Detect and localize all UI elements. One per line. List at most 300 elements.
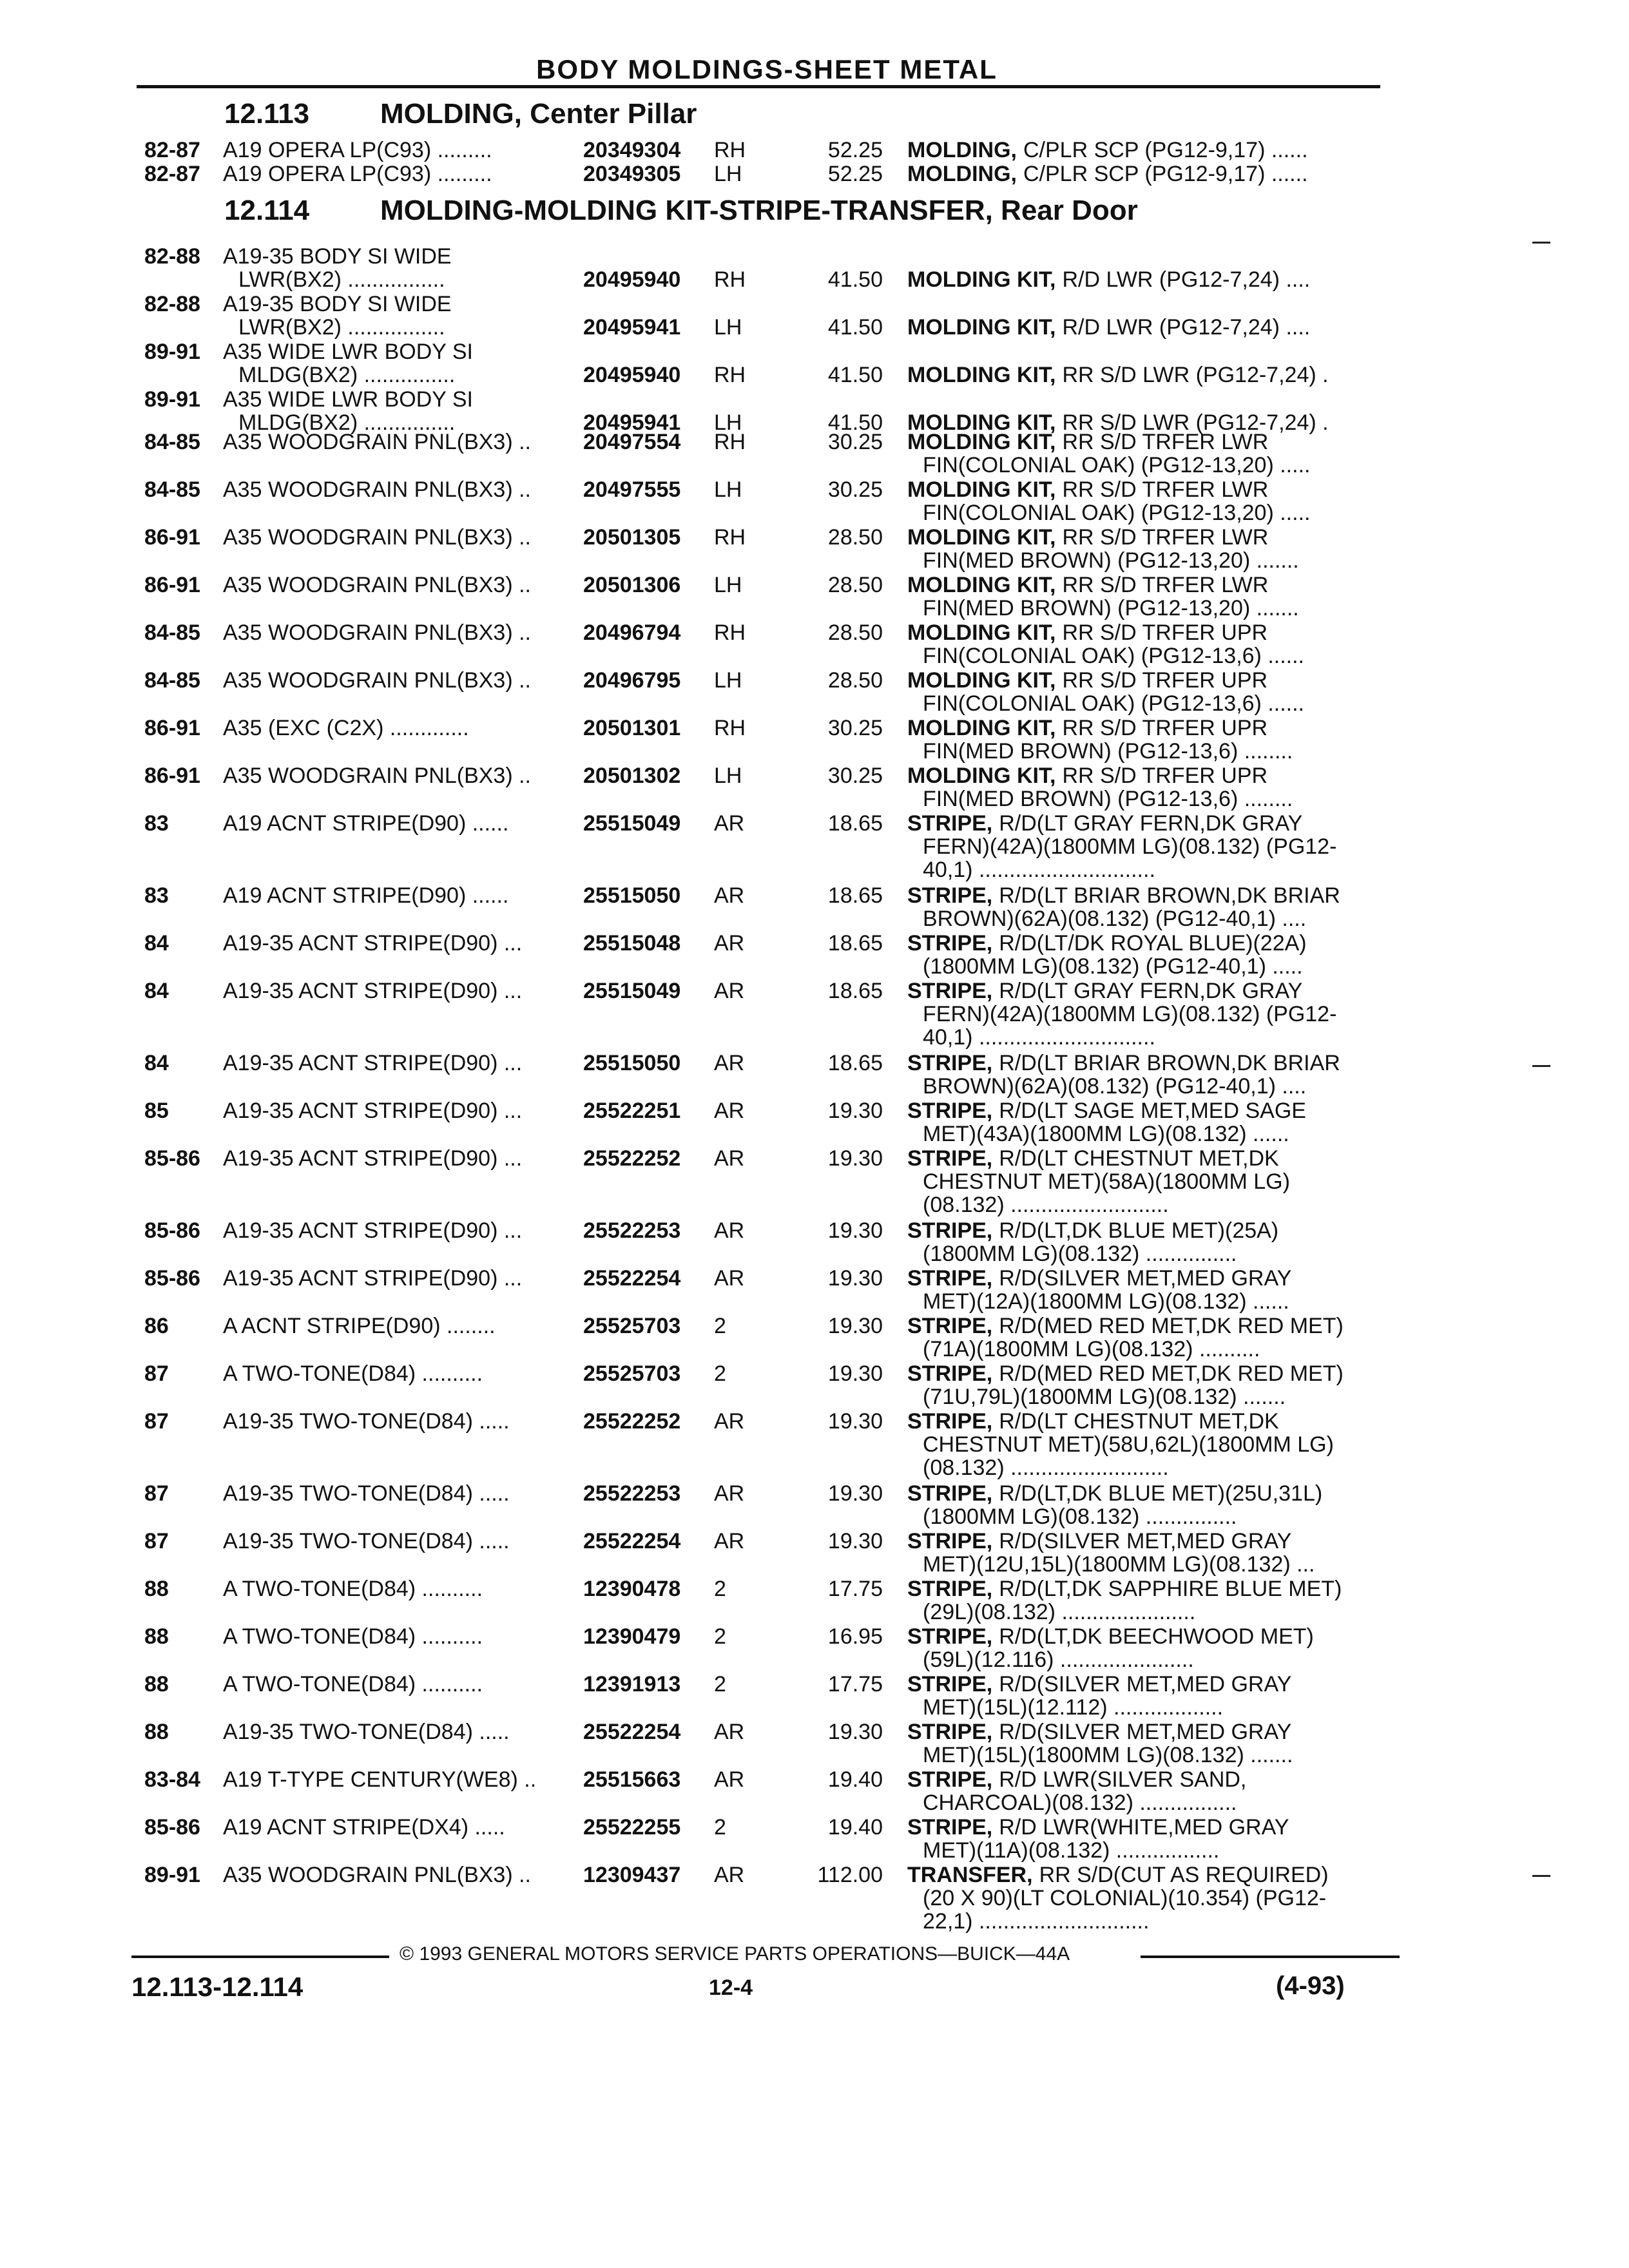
usage-description	[223, 1410, 510, 1433]
part-name-line	[907, 932, 1307, 955]
price: 30.25	[827, 477, 883, 502]
price: 17.75	[827, 1672, 883, 1696]
part-name-keyword: STRIPE,	[907, 1815, 993, 1840]
part-name-detail: R/D(LT BRIAR BROWN,DK BRIAR	[999, 1051, 1340, 1075]
part-name	[907, 764, 1293, 811]
part-name-line	[907, 363, 1329, 387]
part-name-detail: R/D(MED RED MET,DK RED MET)	[999, 1361, 1344, 1386]
usage-line: A19-35 ACNT STRIPE(D90) ...	[223, 1099, 523, 1123]
usage-line: A19-35 BODY SI WIDE	[223, 292, 452, 316]
quantity: LH	[714, 668, 742, 693]
usage-description	[223, 1099, 522, 1122]
price: 18.65	[827, 931, 883, 956]
model-years: 84-85	[144, 668, 200, 693]
price: 19.30	[827, 1266, 883, 1291]
quantity: LH	[714, 573, 742, 597]
model-years: 88	[144, 1624, 169, 1649]
part-name-detail: C/PLR SCP (PG12-9,17) ......	[1023, 138, 1308, 162]
part-name	[907, 1052, 1340, 1098]
quantity: AR	[714, 1051, 745, 1075]
part-name-line: (29L)(08.132) ......................	[923, 1600, 1196, 1624]
part-name-detail: RR S/D TRFER LWR	[1062, 573, 1269, 597]
model-years: 84	[144, 931, 169, 956]
part-name-line	[907, 812, 1336, 835]
part-name	[907, 1863, 1329, 1933]
part-name-keyword: MOLDING,	[907, 162, 1017, 186]
part-number: 20495941	[583, 315, 681, 340]
part-name-detail: R/D(LT BRIAR BROWN,DK BRIAR	[999, 883, 1340, 908]
quantity: LH	[714, 410, 742, 435]
part-name-line	[907, 139, 1308, 162]
part-name-line: FIN(MED BROWN) (PG12-13,6) ........	[923, 787, 1293, 811]
part-name-line: (20 X 90)(LT COLONIAL)(10.354) (PG12-	[923, 1886, 1327, 1910]
part-number: 25522255	[583, 1815, 681, 1840]
part-name-line	[907, 1362, 1344, 1385]
quantity: AR	[714, 883, 745, 908]
usage-line: A TWO-TONE(D84) ..........	[223, 1577, 483, 1601]
usage-line: A19-35 BODY SI WIDE	[223, 244, 452, 269]
part-name-keyword: MOLDING KIT,	[907, 363, 1056, 387]
part-name-line: CHESTNUT MET)(58A)(1800MM LG)	[923, 1169, 1290, 1194]
part-name-detail: R/D LWR (PG12-7,24) ....	[1062, 315, 1311, 340]
quantity: AR	[714, 931, 745, 956]
part-name	[907, 526, 1299, 572]
usage-description	[223, 812, 508, 835]
part-name-line: FIN(COLONIAL OAK) (PG12-13,20) .....	[923, 453, 1311, 477]
part-name-line: FIN(MED BROWN) (PG12-13,6) ........	[923, 739, 1293, 764]
model-years: 89-91	[144, 1863, 200, 1887]
part-number: 20495940	[583, 267, 681, 292]
part-name-line	[907, 573, 1299, 597]
part-number: 20501301	[583, 716, 681, 740]
quantity: 2	[714, 1815, 726, 1840]
model-years: 88	[144, 1720, 169, 1744]
part-number: 20496794	[583, 620, 681, 645]
part-number: 20495941	[583, 410, 681, 435]
part-name-line: (59L)(12.116) ......................	[923, 1648, 1194, 1672]
part-name	[907, 478, 1310, 524]
part-number: 25515663	[583, 1767, 681, 1792]
usage-line: A19-35 ACNT STRIPE(D90) ...	[223, 1146, 523, 1171]
part-name-line: (08.132) ..........................	[923, 1456, 1169, 1480]
part-name-keyword: MOLDING,	[907, 138, 1017, 162]
part-name-keyword: MOLDING KIT,	[907, 668, 1056, 693]
part-name-detail: R/D(SILVER MET,MED GRAY	[999, 1672, 1292, 1696]
usage-line: A19 ACNT STRIPE(D90) ......	[223, 811, 509, 836]
model-years: 86-91	[144, 525, 200, 550]
usage-description	[223, 764, 531, 787]
price: 28.50	[827, 668, 883, 693]
model-years: 87	[144, 1361, 169, 1386]
model-years: 85-86	[144, 1266, 200, 1291]
quantity: LH	[714, 764, 742, 788]
model-years: 89-91	[144, 387, 200, 412]
part-number: 20497554	[583, 430, 681, 454]
quantity: RH	[714, 138, 746, 162]
part-number: 25515050	[583, 1051, 681, 1075]
part-name-keyword: MOLDING KIT,	[907, 267, 1056, 292]
part-name-line	[907, 1720, 1293, 1744]
section-number: 12.113	[224, 98, 310, 130]
part-name	[907, 1147, 1290, 1216]
part-name	[907, 1267, 1291, 1313]
usage-description	[223, 293, 452, 339]
part-number: 12309437	[583, 1863, 681, 1887]
part-number: 25522254	[583, 1266, 681, 1291]
price: 16.95	[827, 1624, 883, 1649]
quantity: 2	[714, 1624, 726, 1649]
part-name	[907, 363, 1329, 387]
part-name-detail: RR S/D LWR (PG12-7,24) .	[1062, 363, 1329, 387]
usage-description	[223, 1530, 510, 1553]
part-name-detail: RR S/D TRFER LWR	[1062, 430, 1269, 454]
part-number: 25522254	[583, 1720, 681, 1744]
price: 41.50	[827, 315, 883, 340]
usage-line: A19-35 ACNT STRIPE(D90) ...	[223, 1051, 523, 1075]
usage-description	[223, 979, 522, 1003]
price: 41.50	[827, 410, 883, 435]
part-name-keyword: STRIPE,	[907, 1314, 993, 1338]
part-name-detail: RR S/D TRFER UPR	[1062, 668, 1268, 693]
part-name-line: FERN)(42A)(1800MM LG)(08.132) (PG12-	[923, 1002, 1337, 1026]
part-name-detail: RR S/D TRFER UPR	[1062, 764, 1268, 788]
part-name-keyword: STRIPE,	[907, 1672, 993, 1696]
part-name-line: BROWN)(62A)(08.132) (PG12-40,1) ....	[923, 907, 1307, 931]
usage-line: A35 WOODGRAIN PNL(BX3) ..	[223, 1863, 531, 1887]
usage-line: A TWO-TONE(D84) ..........	[223, 1624, 483, 1649]
part-name-line	[907, 526, 1299, 549]
part-name-keyword: STRIPE,	[907, 1051, 993, 1075]
part-number: 20349304	[583, 138, 681, 162]
model-years: 85-86	[144, 1146, 200, 1171]
part-name-keyword: MOLDING KIT,	[907, 315, 1056, 340]
part-name-line: MET)(12U,15L)(1800MM LG)(08.132) ...	[923, 1552, 1315, 1577]
part-name-keyword: STRIPE,	[907, 1099, 993, 1123]
part-name-line	[907, 1219, 1278, 1242]
part-name-line	[907, 316, 1310, 339]
price: 52.25	[827, 162, 883, 186]
part-name-line: FIN(MED BROWN) (PG12-13,20) .......	[923, 548, 1299, 573]
part-name	[907, 669, 1304, 715]
model-years: 84	[144, 979, 169, 1003]
part-number: 25515049	[583, 811, 681, 836]
part-name-detail: R/D(MED RED MET,DK RED MET)	[999, 1314, 1344, 1338]
part-name-detail: R/D LWR (PG12-7,24) ....	[1062, 267, 1311, 292]
usage-description	[223, 1147, 522, 1170]
price: 52.25	[827, 138, 883, 162]
price: 112.00	[817, 1863, 883, 1887]
usage-line: A19-35 TWO-TONE(D84) .....	[223, 1720, 510, 1744]
part-name-line: 40,1) .............................	[923, 1025, 1155, 1050]
price: 19.30	[827, 1099, 883, 1123]
part-name	[907, 1816, 1289, 1862]
quantity: 2	[714, 1361, 726, 1386]
usage-description	[223, 1625, 483, 1648]
price: 17.75	[827, 1577, 883, 1601]
part-name-line	[907, 1816, 1289, 1839]
usage-line: A19 OPERA LP(C93) .........	[223, 138, 492, 162]
usage-description	[223, 162, 492, 186]
part-name-detail: R/D(SILVER MET,MED GRAY	[999, 1529, 1292, 1553]
part-name-line	[907, 621, 1304, 644]
part-name-keyword: MOLDING KIT,	[907, 477, 1056, 502]
usage-line: A19-35 ACNT STRIPE(D90) ...	[223, 931, 523, 956]
model-years: 85-86	[144, 1815, 200, 1840]
model-years: 82-88	[144, 244, 200, 269]
part-name	[907, 932, 1307, 978]
part-name-detail: RR S/D(CUT AS REQUIRED)	[1039, 1863, 1329, 1887]
usage-description	[223, 478, 531, 501]
part-name-detail: R/D(LT GRAY FERN,DK GRAY	[999, 811, 1303, 836]
part-name	[907, 1768, 1246, 1814]
part-name-line: FIN(MED BROWN) (PG12-13,20) .......	[923, 596, 1299, 620]
part-name-line: 22,1) ............................	[923, 1909, 1150, 1934]
part-number: 20496795	[583, 668, 681, 693]
part-number: 25522253	[583, 1481, 681, 1506]
usage-line: A35 WIDE LWR BODY SI	[223, 387, 473, 412]
quantity: AR	[714, 811, 745, 836]
part-name	[907, 1530, 1315, 1576]
price: 19.40	[827, 1815, 883, 1840]
part-name-detail: R/D LWR(SILVER SAND,	[999, 1767, 1247, 1792]
price: 41.50	[827, 363, 883, 387]
quantity: AR	[714, 1099, 745, 1123]
model-years: 87	[144, 1481, 169, 1506]
price: 41.50	[827, 267, 883, 292]
part-number: 12391913	[583, 1672, 681, 1696]
part-name-line	[907, 1768, 1246, 1791]
part-name-detail: R/D(LT SAGE MET,MED SAGE	[999, 1099, 1306, 1123]
usage-description	[223, 1577, 483, 1600]
part-name-line: (08.132) ..........................	[923, 1193, 1169, 1217]
usage-line: A35 WOODGRAIN PNL(BX3) ..	[223, 525, 531, 550]
part-name-line: MET)(15L)(12.112) ..................	[923, 1695, 1224, 1720]
model-years: 86-91	[144, 764, 200, 788]
usage-description	[223, 430, 531, 454]
part-name	[907, 1720, 1293, 1767]
footer-section-range: 12.113-12.114	[131, 1972, 304, 2002]
part-name-keyword: STRIPE,	[907, 1409, 993, 1434]
quantity: RH	[714, 363, 746, 387]
usage-description	[223, 1768, 536, 1791]
model-years: 85-86	[144, 1218, 200, 1243]
usage-description	[223, 669, 531, 692]
footer-page-number: 12-4	[709, 1975, 753, 2000]
part-name-keyword: MOLDING KIT,	[907, 525, 1056, 550]
part-name-keyword: MOLDING KIT,	[907, 573, 1056, 597]
part-name-detail: R/D LWR(WHITE,MED GRAY	[999, 1815, 1289, 1840]
usage-line: A19-35 ACNT STRIPE(D90) ...	[223, 1218, 523, 1243]
price: 18.65	[827, 811, 883, 836]
usage-line: MLDG(BX2) ...............	[238, 410, 456, 435]
price: 19.30	[827, 1720, 883, 1744]
part-name-line	[907, 1052, 1340, 1075]
price: 30.25	[827, 430, 883, 454]
price: 28.50	[827, 573, 883, 597]
part-name	[907, 1362, 1344, 1408]
model-years: 83-84	[144, 1767, 200, 1792]
part-name	[907, 1673, 1291, 1719]
part-name-line	[907, 268, 1310, 291]
section-name: MOLDING, Center Pillar	[380, 98, 697, 130]
usage-description	[223, 1362, 483, 1385]
part-name-line: (71U,79L)(1800MM LG)(08.132) .......	[923, 1385, 1286, 1409]
quantity: 2	[714, 1577, 726, 1601]
usage-description	[223, 340, 473, 387]
model-years: 86-91	[144, 716, 200, 740]
part-name	[907, 979, 1336, 1049]
part-name-keyword: STRIPE,	[907, 1218, 993, 1243]
part-name-line: CHARCOAL)(08.132) ................	[923, 1791, 1237, 1815]
usage-line: A35 WOODGRAIN PNL(BX3) ..	[223, 477, 531, 502]
part-number: 20501305	[583, 525, 681, 550]
part-name-detail: R/D(LT CHESTNUT MET,DK	[999, 1146, 1279, 1171]
usage-line: A19 T-TYPE CENTURY(WE8) ..	[223, 1767, 537, 1792]
part-name-line	[907, 716, 1293, 740]
part-name-line	[907, 669, 1304, 692]
part-name	[907, 316, 1310, 339]
price: 30.25	[827, 764, 883, 788]
model-years: 83	[144, 883, 169, 908]
model-years: 84-85	[144, 620, 200, 645]
part-name-line	[907, 1410, 1334, 1433]
part-name-detail: C/PLR SCP (PG12-9,17) ......	[1023, 162, 1308, 186]
quantity: AR	[714, 1481, 745, 1506]
usage-line: A35 WIDE LWR BODY SI	[223, 340, 473, 364]
part-name-keyword: STRIPE,	[907, 1529, 993, 1553]
price: 30.25	[827, 716, 883, 740]
part-name-keyword: MOLDING KIT,	[907, 430, 1056, 454]
part-name-keyword: STRIPE,	[907, 1146, 993, 1171]
model-years: 87	[144, 1409, 169, 1434]
quantity: 2	[714, 1672, 726, 1696]
part-name-line	[907, 162, 1308, 186]
quantity: AR	[714, 1529, 745, 1553]
part-number: 25522253	[583, 1218, 681, 1243]
usage-description	[223, 388, 473, 434]
part-name-keyword: MOLDING KIT,	[907, 410, 1056, 435]
price: 19.30	[827, 1481, 883, 1506]
part-name-keyword: STRIPE,	[907, 1624, 993, 1649]
usage-description	[223, 1673, 483, 1696]
price: 28.50	[827, 620, 883, 645]
quantity: AR	[714, 1863, 745, 1887]
quantity: AR	[714, 1720, 745, 1744]
part-name-line: FERN)(42A)(1800MM LG)(08.132) (PG12-	[923, 834, 1337, 859]
part-name	[907, 1099, 1306, 1146]
usage-line: A19-35 ACNT STRIPE(D90) ...	[223, 1266, 523, 1291]
usage-description	[223, 1816, 505, 1839]
model-years: 89-91	[144, 340, 200, 364]
usage-line: A19-35 ACNT STRIPE(D90) ...	[223, 979, 523, 1003]
part-name-line: MET)(43A)(1800MM LG)(08.132) ......	[923, 1122, 1289, 1146]
part-name-detail: RR S/D TRFER LWR	[1062, 525, 1269, 550]
usage-line: A35 WOODGRAIN PNL(BX3) ..	[223, 620, 531, 645]
part-name-line	[907, 1625, 1314, 1648]
usage-line: A19 ACNT STRIPE(DX4) .....	[223, 1815, 505, 1840]
part-name-keyword: STRIPE,	[907, 1266, 993, 1291]
part-name	[907, 812, 1336, 881]
model-years: 82-87	[144, 138, 200, 162]
part-name-line: MET)(15L)(1800MM LG)(08.132) .......	[923, 1743, 1293, 1767]
part-name	[907, 573, 1299, 620]
part-name-line: (71A)(1800MM LG)(08.132) ..........	[923, 1337, 1260, 1361]
model-years: 85	[144, 1099, 169, 1123]
usage-line: A35 (EXC (C2X) .............	[223, 716, 469, 740]
quantity: AR	[714, 1409, 745, 1434]
part-name-line: BROWN)(62A)(08.132) (PG12-40,1) ....	[923, 1074, 1307, 1099]
part-name-keyword: MOLDING KIT,	[907, 764, 1056, 788]
usage-description	[223, 716, 469, 740]
part-name-keyword: STRIPE,	[907, 883, 993, 908]
part-number: 20497555	[583, 477, 681, 502]
usage-line: A19 OPERA LP(C93) .........	[223, 162, 492, 186]
usage-description	[223, 1267, 522, 1290]
usage-line: A19-35 TWO-TONE(D84) .....	[223, 1529, 510, 1553]
quantity: RH	[714, 620, 746, 645]
usage-description	[223, 621, 531, 644]
part-name	[907, 162, 1308, 186]
part-name-line	[907, 1314, 1344, 1338]
price: 28.50	[827, 525, 883, 550]
part-name-line	[907, 764, 1293, 787]
part-name-line	[907, 1147, 1290, 1170]
part-name-keyword: MOLDING KIT,	[907, 620, 1056, 645]
part-number: 25522251	[583, 1099, 681, 1123]
part-number: 25515049	[583, 979, 681, 1003]
part-name-line	[907, 1482, 1322, 1505]
usage-description	[223, 139, 492, 162]
price: 18.65	[827, 979, 883, 1003]
part-name-keyword: STRIPE,	[907, 931, 993, 956]
part-number: 25522252	[583, 1409, 681, 1434]
usage-line: A TWO-TONE(D84) ..........	[223, 1672, 483, 1696]
section-name: MOLDING-MOLDING KIT-STRIPE-TRANSFER, Rear Door	[380, 195, 1138, 226]
part-name	[907, 621, 1304, 668]
quantity: AR	[714, 1218, 745, 1243]
model-years: 83	[144, 811, 169, 836]
margin-mark	[1532, 242, 1550, 244]
part-name-keyword: STRIPE,	[907, 811, 993, 836]
usage-description	[223, 1720, 510, 1744]
part-name	[907, 139, 1308, 162]
part-name-keyword: STRIPE,	[907, 1481, 993, 1506]
part-number: 12390479	[583, 1624, 681, 1649]
model-years: 88	[144, 1577, 169, 1601]
part-name	[907, 1625, 1314, 1671]
part-number: 12390478	[583, 1577, 681, 1601]
part-name-line: (1800MM LG)(08.132) ...............	[923, 1242, 1237, 1266]
page-title: BODY MOLDINGS-SHEET METAL	[536, 54, 998, 84]
part-name-line	[907, 1267, 1291, 1290]
part-name-line: CHESTNUT MET)(58U,62L)(1800MM LG)	[923, 1432, 1334, 1457]
quantity: RH	[714, 525, 746, 550]
usage-line: A ACNT STRIPE(D90) ........	[223, 1314, 496, 1338]
part-name-line	[907, 1530, 1315, 1553]
usage-description	[223, 1314, 496, 1338]
usage-line: A19-35 TWO-TONE(D84) .....	[223, 1409, 510, 1434]
part-number: 25525703	[583, 1361, 681, 1386]
usage-description	[223, 1863, 531, 1887]
usage-description	[223, 884, 508, 907]
price: 19.30	[827, 1218, 883, 1243]
part-name-line	[907, 884, 1340, 907]
part-number: 25515050	[583, 883, 681, 908]
part-name-line: FIN(COLONIAL OAK) (PG12-13,6) ......	[923, 644, 1304, 668]
margin-mark	[1532, 1065, 1550, 1067]
part-name-line	[907, 1577, 1342, 1600]
part-number: 20495940	[583, 363, 681, 387]
